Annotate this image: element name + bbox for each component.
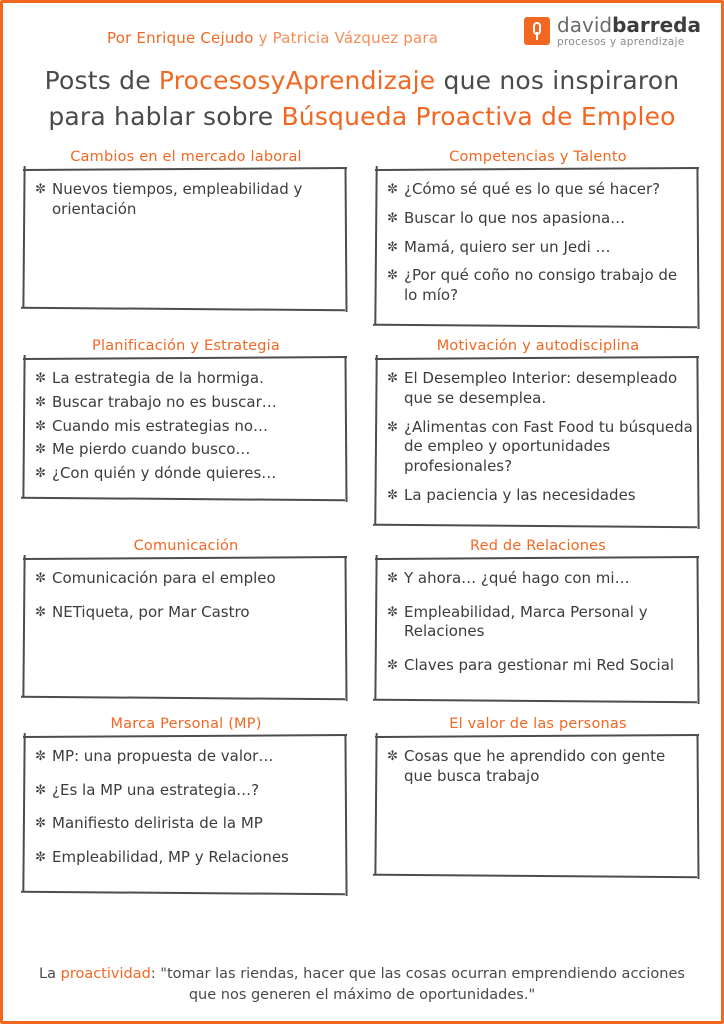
box-edge-top bbox=[375, 556, 699, 560]
list-item: ✼ ¿Con quién y dónde quieres… bbox=[35, 464, 341, 484]
section-box bbox=[21, 357, 351, 500]
box-edge-right bbox=[696, 557, 699, 704]
box-edge-right bbox=[696, 357, 699, 529]
byline-suffix: y Patricia Vázquez para bbox=[258, 29, 439, 47]
list-item: ✼ Comunicación para el empleo bbox=[35, 569, 341, 589]
box-edge-right bbox=[344, 735, 347, 896]
box-edge-left bbox=[374, 733, 377, 875]
box-edge-top bbox=[23, 556, 347, 560]
box-edge-left bbox=[22, 733, 25, 892]
list-item: ✼ Empleabilidad, MP y Relaciones bbox=[35, 848, 341, 868]
box-edge-top bbox=[23, 734, 347, 738]
paperclip-logo-icon bbox=[524, 17, 550, 45]
box-edge-top bbox=[23, 356, 347, 360]
box-edge-bottom bbox=[373, 324, 697, 329]
list-item: ✼ Buscar lo que nos apasiona… bbox=[387, 209, 693, 229]
byline-authors: Por Enrique Cejudo bbox=[107, 29, 254, 47]
list-item: ✼ ¿Cómo sé qué es lo que sé hacer? bbox=[387, 180, 693, 200]
footer-pre: La bbox=[39, 965, 61, 982]
list-item: ✼ Claves para gestionar mi Red Social bbox=[387, 656, 693, 676]
footer-highlight: proactividad bbox=[60, 965, 151, 982]
section-box bbox=[21, 168, 351, 310]
sections-grid bbox=[3, 146, 721, 894]
section-item-list bbox=[387, 369, 693, 506]
section-box bbox=[373, 168, 703, 327]
footer-post: : "tomar las riendas, hacer que las cosas ocurran emprendiendo acciones que nos generen el máximo de oportunidades." bbox=[150, 965, 685, 1004]
list-item: ✼ MP: una propuesta de valor… bbox=[35, 747, 341, 767]
list-item: ✼ Y ahora… ¿qué hago con mi… bbox=[387, 569, 693, 589]
box-edge-bottom bbox=[373, 873, 697, 878]
title-line-1 bbox=[17, 63, 707, 99]
section-title: Motivación y autodisciplina bbox=[436, 337, 640, 354]
section-red-de-relaciones bbox=[373, 535, 703, 705]
box-edge-left bbox=[374, 166, 377, 325]
box-edge-right bbox=[344, 168, 347, 312]
title-line-1-pre: Posts de bbox=[44, 66, 159, 95]
section-cambios-en-el-mercado-laboral bbox=[21, 146, 351, 327]
page-title bbox=[3, 63, 721, 134]
section-title: Competencias y Talento bbox=[449, 149, 627, 165]
title-line-1-highlight: ProcesosyAprendizaje bbox=[158, 66, 436, 95]
brand-tagline: procesos y aprendizaje bbox=[557, 36, 685, 48]
section-box bbox=[21, 735, 351, 894]
list-item: ✼ Cuando mis estrategias no… bbox=[35, 417, 341, 437]
brand-logo bbox=[524, 15, 701, 48]
section-box bbox=[373, 735, 703, 877]
section-motivacion-y-autodisciplina bbox=[373, 335, 703, 527]
section-box bbox=[21, 557, 351, 699]
box-edge-left bbox=[22, 555, 25, 697]
section-comunicacion bbox=[21, 535, 351, 705]
section-item-list bbox=[35, 747, 341, 868]
list-item: ✼ Mamá, quiero ser un Jedi … bbox=[387, 238, 693, 258]
list-item: ✼ Manifiesto delirista de la MP bbox=[35, 814, 341, 834]
list-item: ✼ ¿Es la MP una estrategia…? bbox=[35, 781, 341, 801]
section-title: Cambios en el mercado laboral bbox=[70, 149, 302, 165]
section-el-valor-de-las-personas bbox=[373, 713, 703, 894]
section-title: Red de Relaciones bbox=[469, 537, 607, 554]
section-title: Marca Personal (MP) bbox=[110, 715, 262, 732]
list-item: ✼ Buscar trabajo no es buscar… bbox=[35, 393, 341, 413]
list-item: ✼ Cosas que he aprendido con gente que busca trabajo bbox=[387, 747, 693, 787]
box-edge-bottom bbox=[373, 699, 697, 704]
box-edge-right bbox=[696, 168, 699, 329]
box-edge-left bbox=[374, 355, 377, 525]
section-box bbox=[373, 557, 703, 702]
section-item-list bbox=[387, 569, 693, 676]
box-edge-left bbox=[22, 166, 25, 308]
title-line-2-pre: para hablar sobre bbox=[48, 101, 282, 131]
section-title: Planificación y Estrategia bbox=[92, 337, 280, 354]
box-edge-bottom bbox=[373, 523, 697, 528]
byline bbox=[107, 29, 438, 47]
brand-name bbox=[557, 15, 701, 36]
box-edge-top bbox=[375, 167, 699, 171]
section-item-list bbox=[35, 569, 341, 623]
box-edge-top bbox=[375, 734, 699, 738]
box-edge-right bbox=[696, 735, 699, 879]
box-edge-bottom bbox=[21, 891, 345, 896]
box-edge-bottom bbox=[21, 497, 345, 502]
box-edge-left bbox=[374, 555, 377, 700]
section-item-list bbox=[35, 369, 341, 484]
section-item-list bbox=[387, 180, 693, 306]
brand-logo-text bbox=[557, 15, 701, 48]
box-edge-bottom bbox=[21, 695, 345, 700]
title-line-1-post: que nos inspiraron bbox=[435, 66, 680, 95]
title-line-2 bbox=[17, 99, 707, 135]
list-item: ✼ ¿Alimentas con Fast Food tu búsqueda de empleo y oportunidades profesionales? bbox=[387, 418, 693, 477]
box-edge-left bbox=[22, 355, 25, 498]
box-edge-top bbox=[375, 356, 699, 360]
list-item: ✼ Nuevos tiempos, empleabilidad y orientación bbox=[35, 180, 341, 220]
list-item: ✼ NETiqueta, por Mar Castro bbox=[35, 603, 341, 623]
list-item: ✼ La estrategia de la hormiga. bbox=[35, 369, 341, 389]
list-item: ✼ La paciencia y las necesidades bbox=[387, 486, 693, 506]
box-edge-top bbox=[23, 167, 347, 171]
section-planificacion-y-estrategia bbox=[21, 335, 351, 527]
box-edge-right bbox=[344, 557, 347, 701]
list-item: ✼ ¿Por qué coño no consigo trabajo de lo mío? bbox=[387, 266, 693, 306]
title-line-2-highlight: Búsqueda Proactiva de Empleo bbox=[281, 101, 676, 131]
list-item: ✼ Empleabilidad, Marca Personal y Relaciones bbox=[387, 603, 693, 643]
brand-name-bold: barreda bbox=[612, 13, 701, 37]
section-title: Comunicación bbox=[133, 537, 239, 554]
page-header bbox=[3, 3, 721, 59]
section-marca-personal bbox=[21, 713, 351, 894]
list-item: ✼ Me pierdo cuando busco… bbox=[35, 440, 341, 460]
section-item-list bbox=[35, 180, 341, 220]
section-item-list bbox=[387, 747, 693, 787]
section-box bbox=[373, 357, 703, 527]
brand-name-light: david bbox=[557, 13, 613, 37]
list-item: ✼ El Desempleo Interior: desempleado que se desemplea. bbox=[387, 369, 693, 409]
footer-quote bbox=[3, 964, 721, 1008]
section-competencias-y-talento bbox=[373, 146, 703, 327]
box-edge-bottom bbox=[21, 307, 345, 312]
section-title: El valor de las personas bbox=[449, 715, 627, 732]
box-edge-right bbox=[344, 357, 347, 502]
